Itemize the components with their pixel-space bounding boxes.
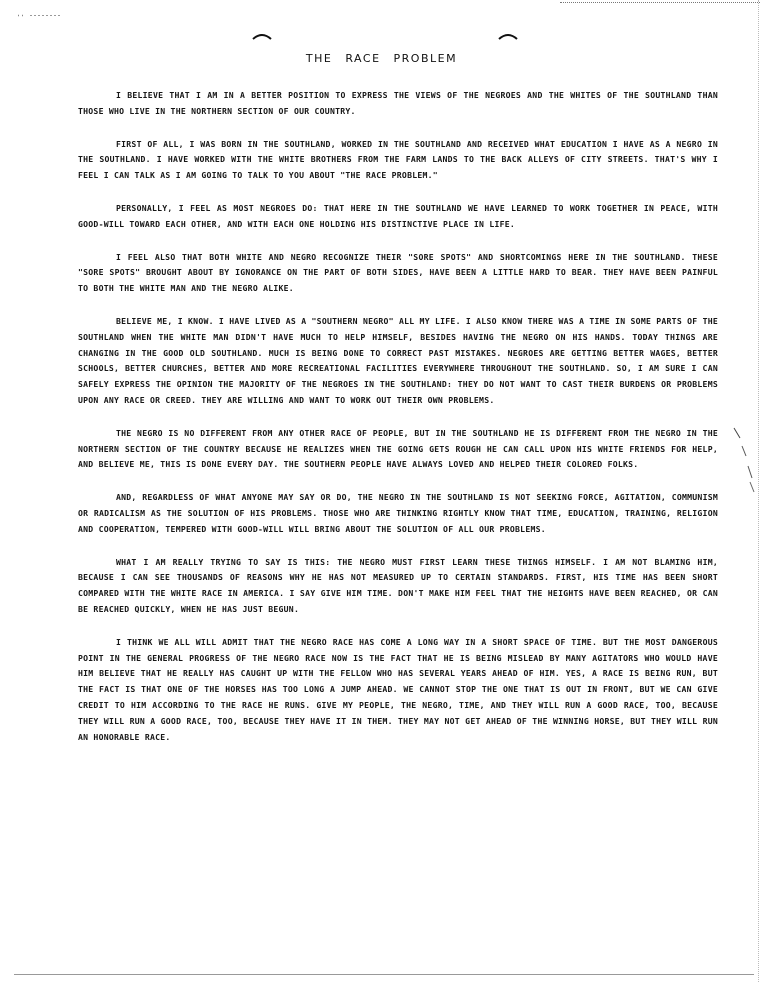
paragraph: WHAT I AM REALLY TRYING TO SAY IS THIS: THE NEGRO MUST FIRST LEARN THESE THINGS HIMSELF. I AM NOT BLAMING HIM, BECAUSE I CAN SEE THOUSANDS OF REASONS WHY HE HAS NOT MEASURED UP TO CERTAIN STANDARDS. FIRST, HIS TIME HAS BEEN SHORT COMPARED WITH THE WHITE RACE IN AMERICA. I SAY GIVE HIM TIME. DON'T MAKE HIM FEEL THAT THE HEIGHTS HAVE BEEN REACHED, OR CAN BE REACHED QUICKLY, WHEN HE HAS JUST BEGUN. — [78, 556, 718, 614]
paragraph: AND, REGARDLESS OF WHAT ANYONE MAY SAY OR DO, THE NEGRO IN THE SOUTHLAND IS NOT SEEKING FORCE, AGITATION, COMMUNISM OR RADICALISM AS THE SOLUTION OF HIS PROBLEMS. THOSE WHO ARE THINKING RIGHTLY KNOW THAT TIME, EDUCATION, TRAINING, RELIGION AND COOPERATION, TEMPERED WITH GOOD-WILL WILL BRING ABOUT THE SOLUTION OF ALL OUR PROBLEMS. — [78, 492, 718, 534]
right-edge-line — [758, 0, 760, 982]
left-hole-mark — [252, 32, 272, 40]
document-body — [78, 88, 718, 762]
corner-scan-mark — [18, 14, 70, 17]
paragraph: I FEEL ALSO THAT BOTH WHITE AND NEGRO RECOGNIZE THEIR "SORE SPOTS" AND SHORTCOMINGS HERE IN THE SOUTHLAND. THESE "SORE SPOTS" BROUGHT ABOUT BY IGNORANCE ON THE PART OF BOTH SIDES, HAVE BEEN A LITTLE HARD TO BEAR. THEY HAVE BEEN PAINFUL TO BOTH THE WHITE MAN AND THE NEGRO ALIKE. — [78, 251, 718, 294]
margin-scan-marks — [732, 420, 756, 500]
paragraph: I BELIEVE THAT I AM IN A BETTER POSITION TO EXPRESS THE VIEWS OF THE NEGROES AND THE WHITES OF THE SOUTHLAND THAN THOSE WHO LIVE IN THE NORTHERN SECTION OF OUR COUNTRY. — [78, 90, 718, 116]
paragraph: BELIEVE ME, I KNOW. I HAVE LIVED AS A "SOUTHERN NEGRO" ALL MY LIFE. I ALSO KNOW THERE WAS A TIME IN SOME PARTS OF THE SOUTHLAND WHEN THE WHITE MAN DIDN'T HAVE MUCH TO HELP HIMSELF, BESIDES HAVING THE NEGRO ON HIS HANDS. TODAY THINGS ARE CHANGING IN THE GOOD OLD SOUTHLAND. MUCH IS BEING DONE TO CORRECT PAST MISTAKES. NEGROES ARE GETTING BETTER WAGES, BETTER SCHOOLS, BETTER CHURCHES, BETTER AND MORE RECREATIONAL FACILITIES EVERYWHERE THROUGHOUT THE SOUTHLAND. SO, I AM SURE I CAN SAFELY EXPRESS THE OPINION THE MAJORITY OF THE NEGROES IN THE SOUTHLAND: THEY DO NOT WANT TO CAST THEIR BURDENS OR PROBLEMS UPON ANY RACE OR CREED. THEY ARE WILLING AND WANT TO WORK OUT THEIR OWN PROBLEMS. — [78, 315, 718, 405]
top-edge-line — [560, 2, 760, 5]
page-title: THE RACE PROBLEM — [305, 52, 458, 65]
paragraph: THE NEGRO IS NO DIFFERENT FROM ANY OTHER RACE OF PEOPLE, BUT IN THE SOUTHLAND HE IS DIFFERENT FROM THE NEGRO IN THE NORTHERN SECTION OF THE COUNTRY BECAUSE HE REALIZES WHEN THE GOING GETS ROUGH HE CAN CALL UPON HIS WHITE FRIENDS FOR HELP, AND BELIEVE ME, THIS IS DONE EVERY DAY. THE SOUTHERN PEOPLE HAVE ALWAYS LOVED AND HELPED THEIR COLORED FOLKS. — [78, 427, 718, 470]
paragraph: FIRST OF ALL, I WAS BORN IN THE SOUTHLAND, WORKED IN THE SOUTHLAND AND RECEIVED WHAT EDUCATION I HAVE AS A NEGRO IN THE SOUTHLAND. I HAVE WORKED WITH THE WHITE BROTHERS FROM THE FARM LANDS TO THE BACK ALLEYS OF CITY STREETS. THAT'S WHY I FEEL I CAN TALK AS I AM GOING TO TALK TO YOU ABOUT "THE RACE PROBLEM." — [78, 138, 718, 181]
paragraph: I THINK WE ALL WILL ADMIT THAT THE NEGRO RACE HAS COME A LONG WAY IN A SHORT SPACE OF TIME. BUT THE MOST DANGEROUS POINT IN THE GENERAL PROGRESS OF THE NEGRO RACE NOW IS THE FACT THAT HE IS BEING MISLEAD BY MANY AGITATORS WHO WOULD HAVE HIM BELIEVE THAT HE REALLY HAS CAUGHT UP WITH THE FELLOW WHO HAS SEVERAL YEARS AHEAD OF HIM. YES, A RACE IS BEING RUN, BUT THE FACT IS THAT ONE OF THE HORSES HAS TOO LONG A JUMP AHEAD. WE CANNOT STOP THE ONE THAT IS OUT IN FRONT, BUT WE CAN GIVE CREDIT TO HIM ACCORDING TO THE RACE HE RUNS. GIVE MY PEOPLE, THE NEGRO, TIME, AND THEY WILL RUN A GOOD RACE, TOO, BECAUSE THEY WILL RUN A GOOD RACE, TOO, BECAUSE THEY HAVE IT IN THEM. THEY MAY NOT GET AHEAD OF THE WINNING HORSE, BUT THEY WILL RUN AN HONORABLE RACE. — [78, 636, 718, 742]
bottom-edge-line — [14, 974, 754, 975]
paragraph: PERSONALLY, I FEEL AS MOST NEGROES DO: THAT HERE IN THE SOUTHLAND WE HAVE LEARNED TO WORK TOGETHER IN PEACE, WITH GOOD-WILL TOWARD EACH OTHER, AND WITH EACH ONE HOLDING HIS DISTINCTIVE PLACE IN LIFE. — [78, 202, 718, 229]
right-hole-mark — [498, 32, 518, 40]
